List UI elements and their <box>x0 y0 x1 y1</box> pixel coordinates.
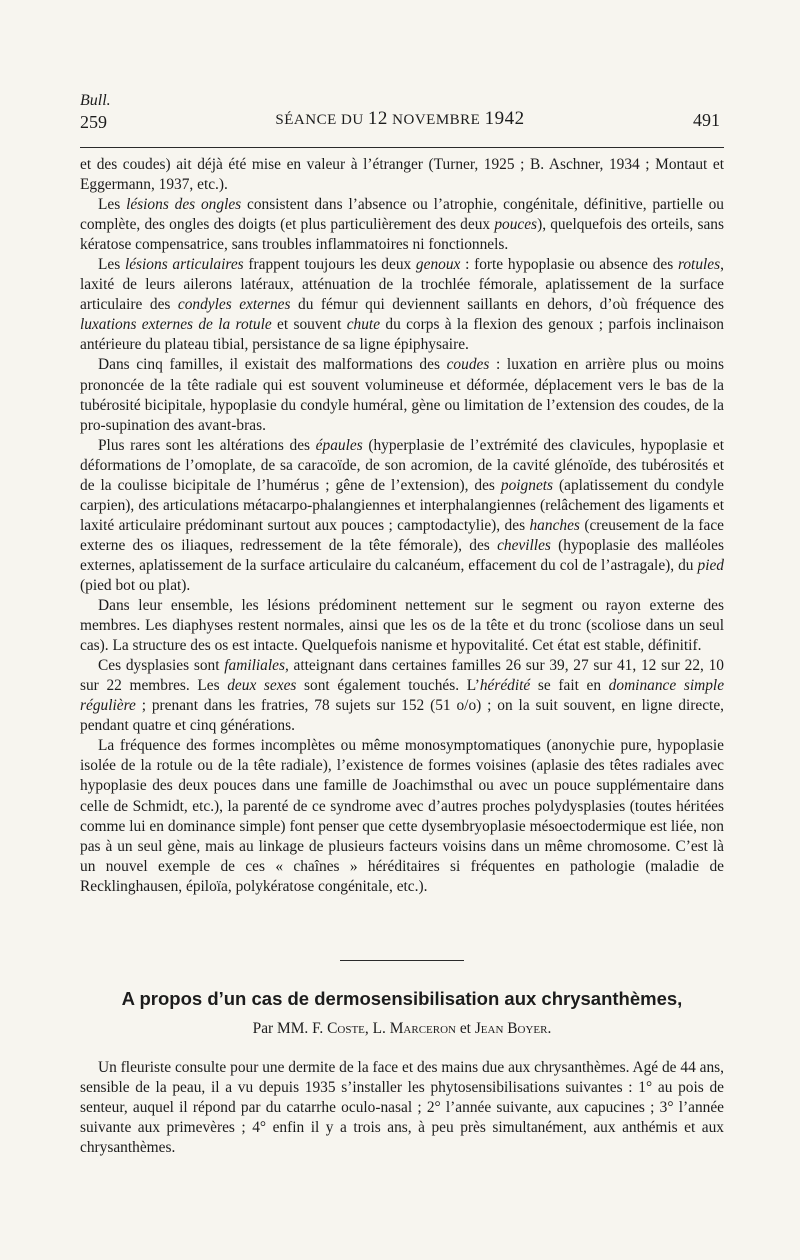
body-paragraph <box>80 195 724 255</box>
text-run: Dans cinq familles, il existait des malformations des <box>98 356 447 374</box>
author3-first: Jean <box>474 1020 504 1037</box>
text-run: (creusement de la face externe des os iliaques, redressement de la tête fémorale), des <box>80 516 724 554</box>
text-run: (hyperplasie de l’extrémité des clavicules, hypoplasie et déformations de l’omoplate, de sa caracoïde, de son acromion, de la cavité glénoïde, des tubérosités et de la coulisse bicipitale de l’humérus ; gêne de l’extension), des <box>80 436 724 494</box>
running-head-prefix: SÉANCE DU <box>275 112 364 128</box>
author2-name: Marceron <box>389 1020 456 1037</box>
running-head-month: NOVEMBRE <box>392 112 481 128</box>
author2-initial: L. <box>372 1020 386 1037</box>
text-run: Les <box>98 196 127 214</box>
italic-term: hanches <box>529 516 580 534</box>
italic-term: coudes <box>446 356 490 374</box>
page-number: 491 <box>693 110 720 130</box>
authors-prefix: Par MM. <box>252 1020 309 1037</box>
text-run: Dans leur ensemble, les lésions prédominent nettement sur le segment ou rayon externe des membres. Les diaphyses restent normales, ainsi que les os de la tête et du tronc (scoliose dans un seul cas). La structure des os est intacte. Quelquefois nanisme et hypovitalité. Cet état est stable, définitif. <box>80 597 724 655</box>
text-run: Les <box>98 256 125 274</box>
text-run: et des coudes) ait déjà été mise en valeur à l’étranger (Turner, 1925 ; B. Aschner, 1934 ; Montaut et Eggermann, 1937, etc.). <box>80 156 724 194</box>
text-run: ; prenant dans les fratries, 78 sujets sur 152 (51 o/o) ; on la suit souvent, en ligne directe, pendant quatre et cinq générations. <box>80 697 724 735</box>
text-run: sont également touchés. L’ <box>296 677 480 695</box>
text-run: , atteignant dans certaines familles 26 sur 39, 27 sur 41, 12 sur 22, 10 sur 22 membres. Les <box>80 657 724 695</box>
italic-term: hérédité <box>479 677 531 695</box>
italic-term: épaules <box>315 436 363 454</box>
text-run: (hypoplasie des malléoles externes, aplatissement de la surface articulaire du calcanéum, effacement du col de l’astragale), du <box>80 536 724 574</box>
italic-term: pouces <box>494 216 538 234</box>
article-paragraph: Un fleuriste consulte pour une dermite de la face et des mains due aux chrysanthèmes. Agé de 44 ans, sensible de la peau, il a vu depuis 1935 s’installer les phytosensibilisations suivantes : 1° au pois de senteur, auquel il répond par du catarrhe oculo-nasal ; 2° l’année suivante, aux capucines ; 3° l’année suivante aux primevères ; 4° enfin il y a trois ans, à peu près simultanément, aux anthémis et aux chrysanthèmes. <box>80 1059 724 1156</box>
body-paragraph <box>80 255 724 355</box>
text-run: : forte hypoplasie ou absence des <box>460 256 678 274</box>
header-rule <box>80 147 724 148</box>
italic-term: genoux <box>415 256 461 274</box>
italic-term: condyles externes <box>177 296 291 314</box>
running-head-year: 1942 <box>484 108 525 129</box>
text-run: La fréquence des formes incomplètes ou même monosymptomatiques (anonychie pure, hypoplasie isolée de la rotule ou de la tête radiale), l’existence de formes voisines (aplasie des têtes radiales avec hypoplasie des deux pouces dans une famille de Joachimsthal ou avec un pouce supplémentaire dans celle de Schmidt, etc.), la parenté de ce syndrome avec d’autres proches polydysplasies (toutes héritées comme lui en dominance simple) font penser que cette dysembryoplasie mésoectodermique est liée, non pas à un seul gène, mais au linkage de plusieurs facteurs voisins dans un même chromosome. C’est là un nouvel exemple de ces « chaînes » héréditaires si fréquentes en pathologie (maladie de Recklinghausen, épiloïa, polykératose congénitale, etc.). <box>80 737 724 895</box>
article-text <box>80 1058 724 1158</box>
italic-term: pied <box>697 556 724 574</box>
italic-term: poignets <box>500 476 554 494</box>
italic-term: luxations externes de la rotule <box>80 316 272 334</box>
journal-page-number: 259 <box>80 112 107 132</box>
italic-term: dominance simple régulière <box>80 677 725 715</box>
text-run: du corps à la flexion des genoux ; parfois inclinaison antérieure du plateau tibial, persistance de sa ligne épiphysaire. <box>80 316 724 354</box>
text-run: frappent toujours les deux <box>243 256 416 274</box>
text-run: : luxation en arrière plus ou moins prononcée de la tête radiale qui est souvent volumineuse et déformée, déplacement vers le bas de la tubérosité bicipitale, hypoplasie du condyle huméral, gène ou limitation de l’extension des coudes, de la pro-supination des avant-bras. <box>80 356 724 434</box>
body-paragraph <box>80 656 724 736</box>
italic-term: chevilles <box>497 536 551 554</box>
section-divider <box>340 960 464 961</box>
body-paragraph <box>80 355 724 435</box>
text-run: (pied bot ou plat). <box>80 576 191 594</box>
author1-name: Coste <box>327 1020 365 1037</box>
article-title: A propos d’un cas de dermosensibilisation aux chrysanthèmes, <box>121 988 683 1009</box>
journal-abbrev: Bull. <box>80 92 111 109</box>
body-paragraph <box>80 436 724 596</box>
text-run: du fémur qui deviennent saillants en dehors, d’où fréquence des <box>290 296 725 314</box>
text-run: Ces dysplasies sont <box>98 657 225 675</box>
italic-term: rotules <box>677 256 721 274</box>
text-run: (aplatissement du condyle carpien), des articulations métacarpo-phalangiennes et interphalangiennes (relâchement des ligaments et laxité articulaire prédominant surtout aux pouces ; camptodactylie), des <box>80 476 724 534</box>
authors-and: et <box>459 1020 471 1037</box>
text-run: Plus rares sont les altérations des <box>98 436 316 454</box>
author3-name: Boyer <box>507 1020 548 1037</box>
running-head <box>0 108 800 130</box>
italic-term: chute <box>346 316 381 334</box>
body-text <box>80 155 724 897</box>
text-run: , laxité de leurs ailerons latéraux, atténuation de la trochlée fémorale, aplatissement de la surface articulaire des <box>80 256 724 314</box>
text-run: et souvent <box>271 316 347 334</box>
text-run: se fait en <box>530 677 609 695</box>
italic-term: lésions articulaires <box>124 256 244 274</box>
italic-term: deux sexes <box>227 677 297 695</box>
italic-term: lésions des ongles <box>126 196 242 214</box>
text-run: consistent dans l’absence ou l’atrophie, congénitale, définitive, partielle ou complète, des ongles des doigts (et plus particulièrement des deux <box>80 196 725 234</box>
article-authors: Par MM. F. Coste, L. Marceron et Jean Boyer. <box>252 1020 552 1037</box>
body-paragraph <box>80 736 724 896</box>
text-run: ), quelquefois des orteils, sans kératose compensatrice, sans troubles inflammatoires ni fonctionnels. <box>80 216 724 254</box>
body-paragraph <box>80 155 724 195</box>
body-paragraph <box>80 596 724 656</box>
author1-initial: F. <box>312 1020 324 1037</box>
italic-term: familiales <box>224 657 285 675</box>
running-head-day: 12 <box>367 108 388 129</box>
